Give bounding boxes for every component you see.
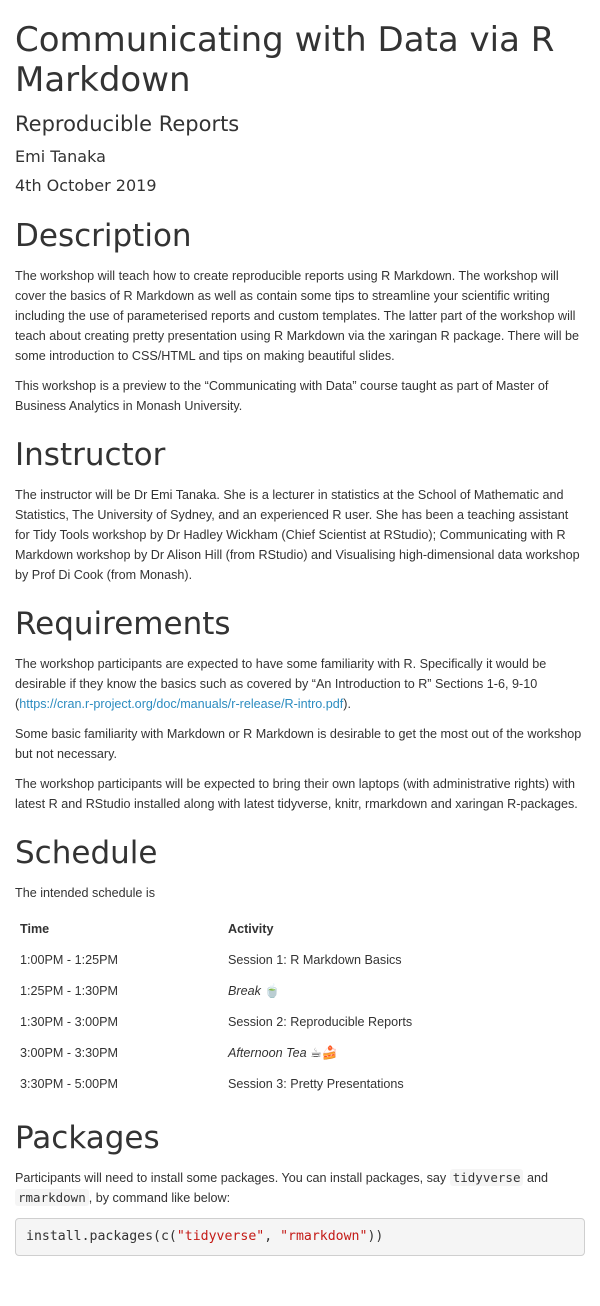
schedule-table <box>15 913 425 1099</box>
code-separator: , <box>264 1229 281 1244</box>
table-row <box>15 944 425 975</box>
schedule-intro: The intended schedule is <box>15 886 156 900</box>
code-string-tidyverse: "tidyverse" <box>176 1229 265 1244</box>
column-header-activity: Activity <box>228 921 274 936</box>
packages-text-a: Participants will need to install some packages. You can install packages, say <box>15 1171 447 1185</box>
page-title: Communicating with Data via R Markdown <box>15 20 555 100</box>
table-row <box>15 1037 425 1068</box>
packages-text-c: , by command like below: <box>88 1191 231 1205</box>
table-header-row <box>15 913 425 944</box>
time-cell: 3:00PM - 3:30PM <box>20 1045 118 1060</box>
packages-paragraph <box>15 1168 585 1208</box>
author: Emi Tanaka <box>15 147 106 166</box>
activity-cell: Session 1: R Markdown Basics <box>228 952 402 967</box>
table-row <box>15 1068 425 1099</box>
description-paragraph-1: The workshop will teach how to create reproducible reports using R Markdown. The workshop will cover the basics of R Markdown as well as contain some tips to streamline your scientific writing including the use of parameterised reports and custom templates. The latter part of the workshop will teach about creating pretty presentation using R Markdown via the xaringan R package. There will be some introduction to CSS/HTML and tips on making beautiful slides. <box>15 269 580 363</box>
inline-code-tidyverse: tidyverse <box>450 1169 524 1186</box>
packages-text-b: and <box>526 1171 548 1185</box>
tea-cup-icon: 🍵 <box>264 982 281 998</box>
column-header-time: Time <box>20 921 50 936</box>
subtitle: Reproducible Reports <box>15 112 240 136</box>
description-paragraph-2: This workshop is a preview to the “Communicating with Data” course taught as part of Master of Business Analytics in Monash University. <box>15 379 549 413</box>
requirements-text-after: ). <box>343 697 351 711</box>
packages-heading: Packages <box>15 1120 160 1156</box>
activity-text: Afternoon Tea <box>228 1045 307 1060</box>
requirements-paragraph-1 <box>15 654 585 714</box>
code-string-rmarkdown: "rmarkdown" <box>280 1229 368 1244</box>
date: 4th October 2019 <box>15 176 157 195</box>
time-cell: 3:30PM - 5:00PM <box>20 1076 118 1091</box>
r-intro-link[interactable]: https://cran.r-project.org/doc/manuals/r-release/R-intro.pdf <box>19 697 344 711</box>
requirements-heading: Requirements <box>15 606 231 642</box>
requirements-paragraph-2: Some basic familiarity with Markdown or R Markdown is desirable to get the most out of the workshop but not necessary. <box>15 727 582 761</box>
schedule-heading: Schedule <box>15 835 158 871</box>
activity-cell: Session 2: Reproducible Reports <box>228 1014 413 1029</box>
instructor-paragraph: The instructor will be Dr Emi Tanaka. She is a lecturer in statistics at the School of Mathematic and Statistics, The University of Sydney, and an experienced R user. She has been a teaching assistant for Tidy Tools workshop by Dr Hadley Wickham (Chief Scientist at RStudio); Communicating with R Markdown workshop by Dr Alison Hill (from RStudio) and Visualising high-dimensional data workshop by Prof Di Cook (from Monash). <box>15 488 580 582</box>
requirements-paragraph-3: The workshop participants will be expected to bring their own laptops (with administrative rights) with latest R and RStudio installed along with latest tidyverse, knitr, rmarkdown and xaringan R-packages. <box>15 777 578 811</box>
coffee-cake-icon: ☕🍰 <box>310 1044 338 1060</box>
inline-code-rmarkdown: rmarkdown <box>15 1189 89 1206</box>
code-block[interactable] <box>15 1218 585 1256</box>
activity-cell: Session 3: Pretty Presentations <box>228 1076 404 1091</box>
instructor-heading: Instructor <box>15 437 166 473</box>
code-function: install.packages(c( <box>26 1229 177 1244</box>
description-heading: Description <box>15 218 192 254</box>
document <box>0 20 600 1256</box>
time-cell: 1:00PM - 1:25PM <box>20 952 118 967</box>
activity-text: Break <box>228 983 261 998</box>
code-end: )) <box>367 1229 384 1244</box>
time-cell: 1:30PM - 3:00PM <box>20 1014 118 1029</box>
activity-cell <box>223 1037 425 1068</box>
table-row <box>15 1006 425 1037</box>
time-cell: 1:25PM - 1:30PM <box>20 983 118 998</box>
requirements-text-before: The workshop participants are expected to have some familiarity with R. Specifically it would be desirable if they know the basics such as covered by “An Introduction to R” Sections 1-6, 9-10 ( <box>15 657 547 711</box>
table-row <box>15 975 425 1006</box>
activity-cell <box>223 975 425 1006</box>
